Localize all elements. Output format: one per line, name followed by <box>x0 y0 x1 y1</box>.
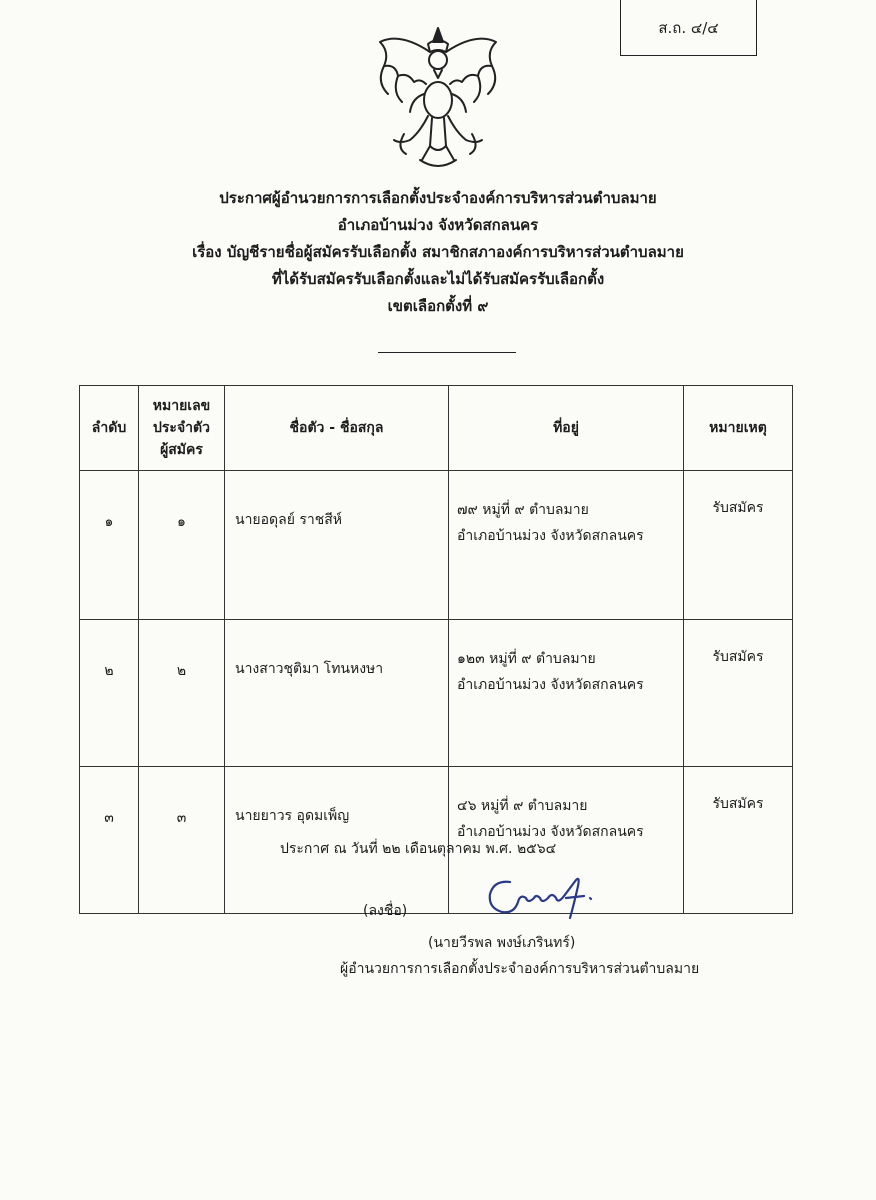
address-line-2: อำเภอบ้านม่วง จังหวัดสกลนคร <box>457 677 644 693</box>
cell-name: นายอดุลย์ ราชสีห์ <box>225 471 449 620</box>
cell-number: ๒ <box>139 620 225 767</box>
cell-address <box>449 620 684 767</box>
announce-date: ประกาศ ณ วันที่ ๒๒ เดือนตุลาคม พ.ศ. ๒๕๖๔ <box>280 841 557 857</box>
form-code: ส.ถ. ๔/๔ <box>658 18 719 37</box>
header-line-2: อำเภอบ้านม่วง จังหวัดสกลนคร <box>337 216 539 234</box>
cell-address <box>449 471 684 620</box>
col-header-name: ชื่อตัว - ชื่อสกุล <box>225 386 449 471</box>
cell-order: ๑ <box>80 471 139 620</box>
cell-number: ๑ <box>139 471 225 620</box>
address-line-2: อำเภอบ้านม่วง จังหวัดสกลนคร <box>457 824 644 840</box>
cell-order: ๒ <box>80 620 139 767</box>
table-row <box>80 620 793 767</box>
header-line-1: ประกาศผู้อำนวยการการเลือกตั้งประจำองค์การบริหารส่วนตำบลมาย <box>219 189 657 207</box>
header-line-4: ที่ได้รับสมัครรับเลือกตั้งและไม่ได้รับสมัครรับเลือกตั้ง <box>271 270 605 288</box>
cell-note: รับสมัคร <box>684 767 793 914</box>
cell-note: รับสมัคร <box>684 471 793 620</box>
signature-icon <box>480 868 600 928</box>
col-header-number-line-1: หมายเลข <box>152 398 211 414</box>
cell-name: นายยาวร อุดมเพ็ญ <box>225 767 449 914</box>
col-header-number-line-3: ผู้สมัคร <box>160 442 203 458</box>
table-row <box>80 471 793 620</box>
col-header-note: หมายเหตุ <box>684 386 793 471</box>
cell-number: ๓ <box>139 767 225 914</box>
col-header-address: ที่อยู่ <box>449 386 684 471</box>
col-header-number-line-2: ประจำตัว <box>153 420 210 436</box>
signer-position: ผู้อำนวยการการเลือกตั้งประจำองค์การบริหารส่วนตำบลมาย <box>340 961 700 977</box>
address-line-2: อำเภอบ้านม่วง จังหวัดสกลนคร <box>457 528 644 544</box>
announcement-header <box>0 185 876 320</box>
address-line-1: ๑๒๓ หมู่ที่ ๙ ตำบลมาย <box>457 651 596 667</box>
table-header-row <box>80 386 793 471</box>
sign-label: (ลงชื่อ) <box>363 903 408 919</box>
address-line-1: ๔๖ หมู่ที่ ๙ ตำบลมาย <box>457 798 588 814</box>
header-divider <box>378 352 516 353</box>
col-header-order: ลำดับ <box>80 386 139 471</box>
garuda-emblem-icon <box>370 22 506 174</box>
form-code-box <box>620 0 757 56</box>
cell-note: รับสมัคร <box>684 620 793 767</box>
header-line-3: เรื่อง บัญชีรายชื่อผู้สมัครรับเลือกตั้ง สมาชิกสภาองค์การบริหารส่วนตำบลมาย <box>192 243 684 261</box>
address-line-1: ๗๙ หมู่ที่ ๙ ตำบลมาย <box>457 502 589 518</box>
signer-name: (นายวีรพล พงษ์เภรินทร์) <box>428 935 576 951</box>
cell-order: ๓ <box>80 767 139 914</box>
candidate-table <box>79 385 793 914</box>
cell-name: นางสาวชุติมา โทนหงษา <box>225 620 449 767</box>
header-line-5: เขตเลือกตั้งที่ ๙ <box>387 297 489 315</box>
col-header-number <box>139 386 225 471</box>
